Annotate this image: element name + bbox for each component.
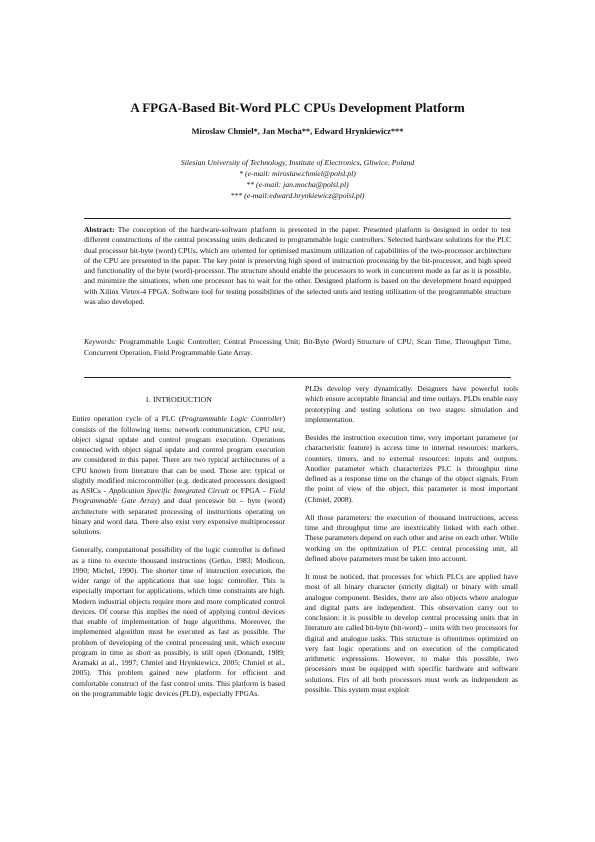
intro-paragraph-3: PLDs develop very dynamically. Designers have powerful tools which ensure acceptable financial and time outlays. PLDs enable easy prototyping and testing solutions on two stages: simulation and implementation. — [305, 384, 518, 424]
affiliation-email-2: ** (e-mail: jan.mocha@polsl.pl) — [246, 180, 349, 189]
abstract-text: The conception of the hardware-software platform is presented in the paper. Presented platform is designed in order to test different constructions of the central processing units dedicated to programmable logic controllers. Selected hardware solutions for the PLC dual processor bit-byte (word) CPUs, which are oriented for optimised maximum utilization of capabilities of the two-processor architecture of the CPU are presented in the paper. The key point is preserving high speed of instruction processing by the bit-processor, and high speed and functionality of the byte (word)-processor. The structure should enable the processors to work in concurrent mode as far as it is possible, and minimize the situations, when one processor has to wait for the other. Designed platform is based on the development board equipped with Xilinx Virtex-4 FPGA. Software tool for testing possibilities of the selected units and testing utilization of the programmable structure was also developed. — [84, 225, 511, 307]
affiliation-institution: Silesian University of Technology, Institute of Electronics, Gliwice, Poland — [180, 158, 415, 167]
abstract-top-rule — [84, 218, 511, 219]
intro-p1-text-c: or FPGA – — [228, 486, 270, 495]
abstract-label: Abstract: — [84, 225, 115, 234]
affiliation-email-1: * (e-mail: miroslaw.chmiel@polsl.pl) — [239, 169, 356, 178]
intro-p1-italic-b: Application Specific Integrated Circuit — [108, 486, 229, 495]
right-column — [305, 384, 518, 703]
abstract — [84, 225, 511, 307]
intro-paragraph-2: Generally, computational possibility of the logic controller is defined as a time to execute thousand instructions (Getko, 1983; Modicon, 1990; Michel, 1990). The shorter time of instruction execution, the wider range of the applications that use logic controller. This is especially important for applications, which time constraints are high. Modern industrial objects require more and more complicated control devices. Of course this implies the need of applying control devices that enable of implementation of huge algorithms. Moreover, the implemented algorithm must be executed as fast as possible. The problem of developing of the central processing unit, which execute program in time as short as possibly, is still open (Donandt, 1989; Aramaki at al., 1997; Chmiel and Hrynkiewicz, 2005; Chmiel et al., 2005). This problem gained new platform for efficient and comfortable construct of the fast control units. This platform is based on the programmable logic devices (PLD), especially FPGAs. — [72, 545, 285, 698]
keywords — [84, 336, 511, 358]
keywords-text: Programmable Logic Controller; Central Processing Unit; Bit-Byte (Word) Structure of CPU; Scan Time, Throughput Time, Concurrent Operation, Field Programmable Gate Array. — [84, 337, 511, 357]
intro-paragraph-6: It must be noticed, that processes for which PLCs are applied have most of all binary character (strictly digital) or binary with small analogue component. Besides, there are also objects where analogue and digital parts are independent. This observation carry out to conclusion: it is possible to develop central processing units that in literature are called bit-byte (bit-word) – units with two processors for digital and analogue tasks. This structure is oftentimes optimized on very fast logic operations and on execution of the complicated arithmetic expressions. However, to make this possible, two processors must be equipped with specific hardware and software solutions. Firs of all both processors must work as independent as possible. This system must exploit — [305, 572, 518, 694]
affiliation-block — [60, 157, 535, 201]
abstract-bottom-rule — [84, 377, 511, 378]
intro-p1-italic-c: Field Programmable Gate Array — [72, 486, 285, 506]
left-column — [72, 387, 285, 707]
paper-title: A FPGA-Based Bit-Word PLC CPUs Development Platform — [130, 100, 465, 115]
intro-p1-text-a: Entire operation cycle of a PLC ( — [72, 414, 182, 424]
section-heading: 1. INTRODUCTION — [145, 395, 212, 404]
intro-paragraph-1 — [72, 414, 285, 537]
intro-paragraph-5: All those parameters: the execution of thousand instructions, access time and throughput time are inextricably linked with each other. These parameters depend on each other and arise on each other. While working on the optimization of PLC central processing unit, all defined above parameters must be taken into account. — [305, 512, 518, 563]
intro-p1-text-b: ) consists of the following items: network communication, CPU test, object signal update and control program execution. Operations connected with object signal update and control program execution are considered in this paper. There are two typical architectures of a CPU known from literature that can be used. Those are: typical or slightly modified microcontroller (e.g. dedicated processors designed as ASICs - — [72, 414, 285, 495]
intro-paragraph-4: Besides the instruction execution time, very important parameter (or characteristic feature) is access time to internal resources: markers, counters, timers, and to external resources: inputs and outputs. Another parameter which characterizes PLC is throughput time defined as a response time on the change of the object signals. From the point of view of the object, this parameter is most important (Chmiel, 2008). — [305, 433, 518, 504]
keywords-label: Keywords: — [84, 337, 117, 346]
intro-p1-text-d: ) and dual processor bit – byte (word) architecture with separated processing of instructions operating on binary and word data. There also exist very expensive multiprocessor solutions. — [72, 496, 285, 536]
paper-authors: Miroslaw Chmiel*, Jan Mocha**, Edward Hrynkiewicz*** — [191, 127, 404, 136]
affiliation-email-3: *** (e-mail:edward.hrynkiewicz@polsl.pl) — [230, 191, 365, 200]
intro-p1-italic-a: Programmable Logic Controller — [181, 414, 283, 424]
